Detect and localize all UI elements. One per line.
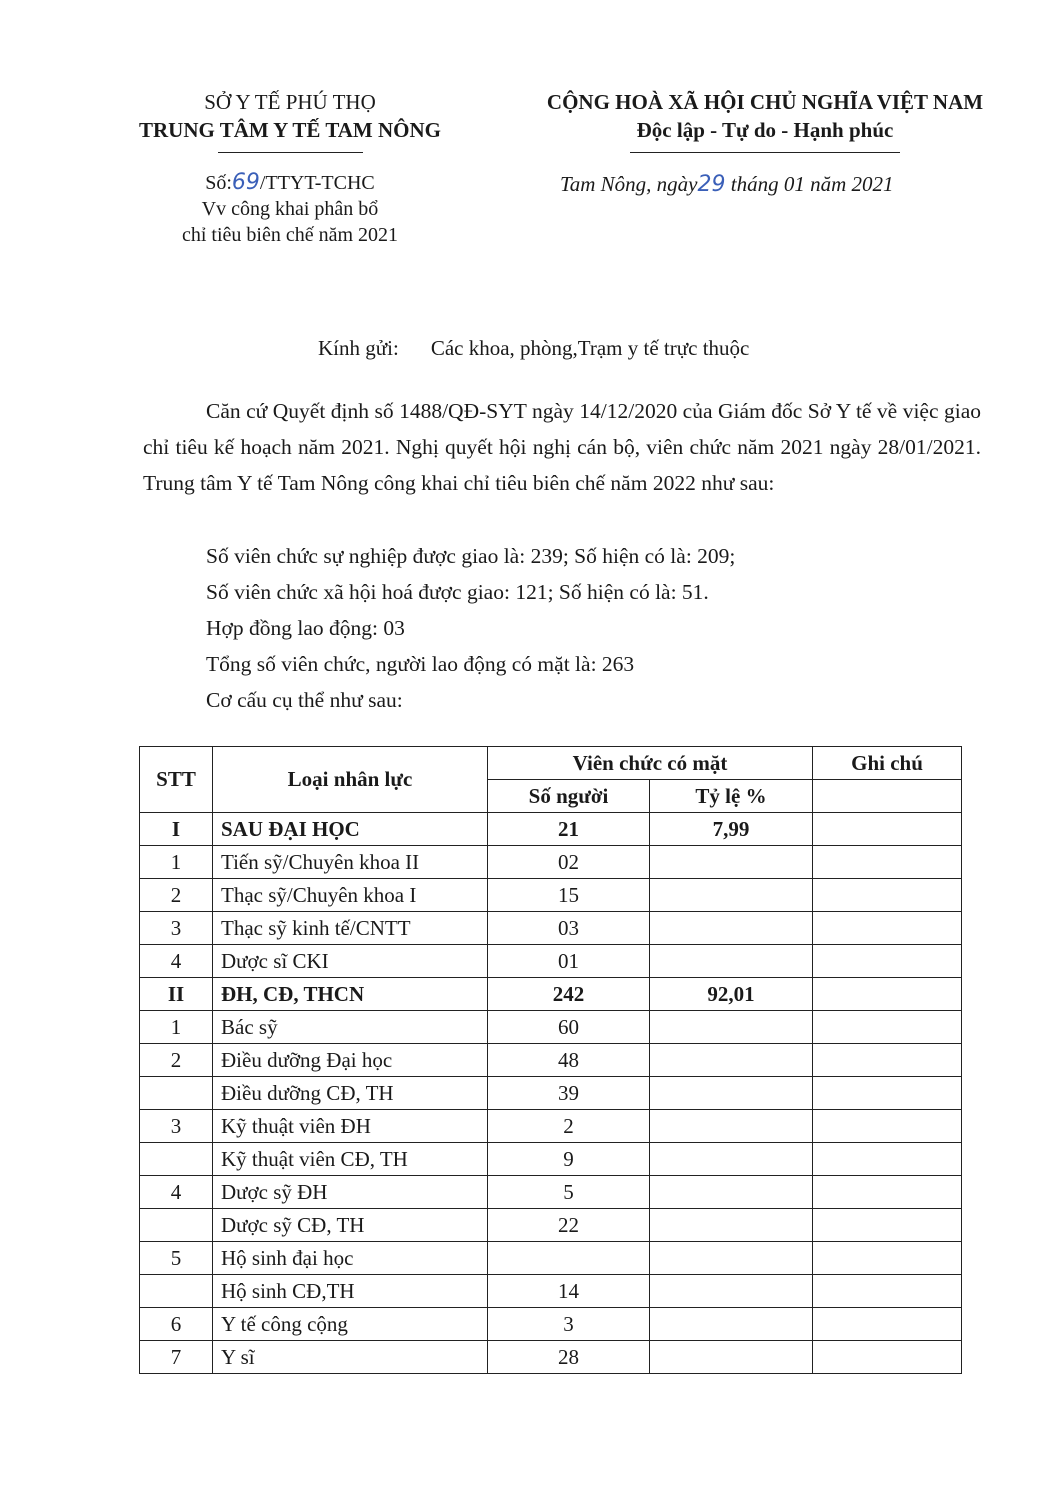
table-row: 3 Thạc sỹ kinh tế/CNTT 03 <box>140 912 962 945</box>
table-row: 1 Bác sỹ 60 <box>140 1011 962 1044</box>
header-note: Ghi chú <box>813 747 962 780</box>
header-left-rule <box>218 152 363 153</box>
table-row: 2 Thạc sỹ/Chuyên khoa I 15 <box>140 879 962 912</box>
table-row: 6 Y tế công cộng 3 <box>140 1308 962 1341</box>
fact-item: Số viên chức sự nghiệp được giao là: 239; Số hiện có là: 209; <box>206 544 736 568</box>
recipient-label: Kính gửi: <box>318 336 399 360</box>
table-row: Kỹ thuật viên CĐ, TH 9 <box>140 1143 962 1176</box>
issuing-agency: TRUNG TÂM Y TẾ TAM NÔNG <box>139 118 441 142</box>
document-number-block <box>130 170 450 248</box>
table-row: 1 Tiến sỹ/Chuyên khoa II 02 <box>140 846 962 879</box>
table-row: 3 Kỹ thuật viên ĐH 2 <box>140 1110 962 1143</box>
national-header <box>505 88 1025 153</box>
staff-table <box>139 746 962 1374</box>
header-present: Viên chức có mặt <box>488 747 813 780</box>
fact-item: Số viên chức xã hội hoá được giao: 121; Số hiện có là: 51. <box>206 580 709 604</box>
table-row: I SAU ĐẠI HỌC 21 7,99 <box>140 813 962 846</box>
fact-item: Hợp đồng lao động: 03 <box>206 616 405 640</box>
table-row: 7 Y sĩ 28 <box>140 1341 962 1374</box>
subject-line-2: chỉ tiêu biên chế năm 2021 <box>181 224 399 246</box>
handwritten-day: 29 <box>697 172 726 197</box>
recipient-value: Các khoa, phòng,Trạm y tế trực thuộc <box>430 336 750 360</box>
header-stt: STT <box>140 747 213 813</box>
national-title: CỘNG HOÀ XÃ HỘI CHỦ NGHĨA VIỆT NAM <box>546 90 984 114</box>
header-type: Loại nhân lực <box>213 747 488 813</box>
header-right-rule <box>630 152 900 153</box>
fact-item: Cơ cấu cụ thể như sau: <box>206 688 403 712</box>
fact-item: Tổng số viên chức, người lao động có mặt là: 263 <box>206 652 635 676</box>
table-row: II ĐH, CĐ, THCN 242 92,01 <box>140 978 962 1011</box>
parent-agency: SỞ Y TẾ PHÚ THỌ <box>204 90 376 114</box>
table-row: 2 Điều dưỡng Đại học 48 <box>140 1044 962 1077</box>
header-note-blank <box>813 780 962 813</box>
table-row: Hộ sinh CĐ,TH 14 <box>140 1275 962 1308</box>
header-ratio: Tỷ lệ % <box>650 780 813 813</box>
national-motto: Độc lập - Tự do - Hạnh phúc <box>636 118 894 142</box>
document-date: Tam Nông, ngày29 tháng 01 năm 2021 <box>560 172 894 197</box>
table-row: 4 Dược sỹ ĐH 5 <box>140 1176 962 1209</box>
table-row: 5 Hộ sinh đại học <box>140 1242 962 1275</box>
subject-line-1: Vv công khai phân bổ <box>201 198 379 220</box>
header-count: Số người <box>488 780 650 813</box>
document-number: Số:69/TTYT-TCHC <box>205 170 375 195</box>
handwritten-number: 69 <box>231 170 260 195</box>
recipient-line <box>318 336 749 361</box>
facts-list <box>206 538 735 718</box>
issuing-agency-header <box>130 88 450 153</box>
table-row: Điều dưỡng CĐ, TH 39 <box>140 1077 962 1110</box>
table-row: 4 Dược sĩ CKI 01 <box>140 945 962 978</box>
body-paragraph: Căn cứ Quyết định số 1488/QĐ-SYT ngày 14/12/2020 của Giám đốc Sở Y tế về việc giao chỉ tiêu kế hoạch năm 2021. Nghị quyết hội nghị cán bộ, viên chức năm 2021 ngày 28/01/2021. Trung tâm Y tế Tam Nông công khai chỉ tiêu biên chế năm 2022 như sau: <box>143 399 981 495</box>
table-row: Dược sỹ CĐ, TH 22 <box>140 1209 962 1242</box>
